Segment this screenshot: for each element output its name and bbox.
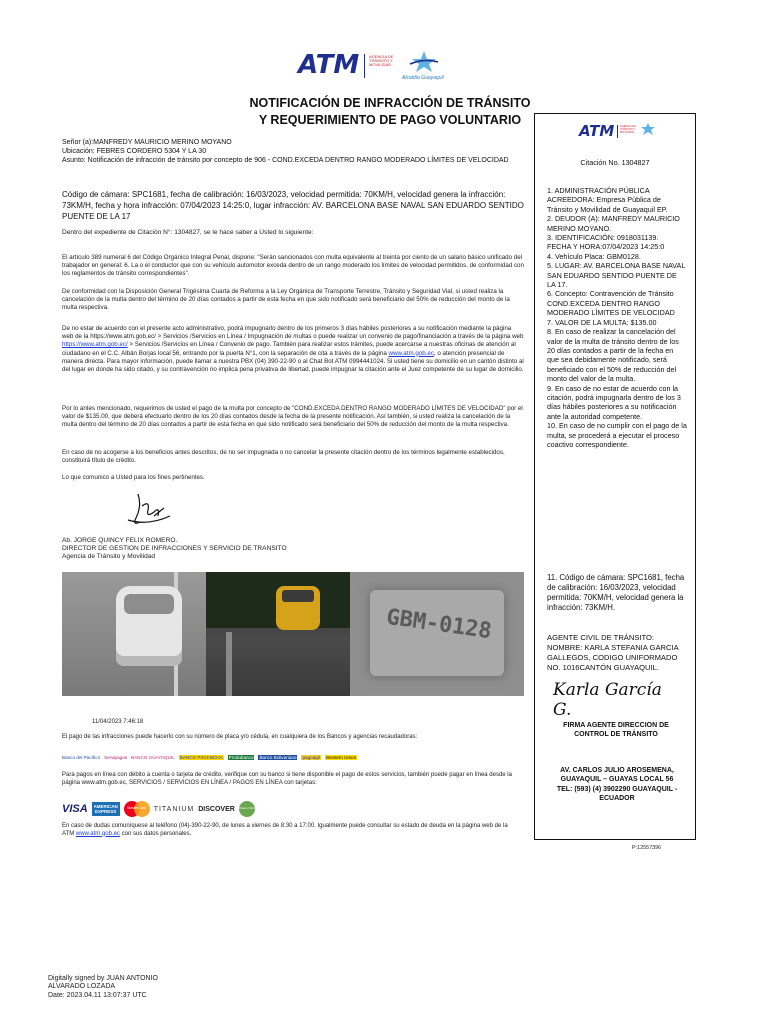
photo-car-yellow [206, 572, 350, 696]
discover-logo: DISCOVER [198, 805, 235, 813]
atm-website-link[interactable]: https://www.atm.gob.ec/ [62, 341, 128, 349]
sidebar-item-5: 5. LUGAR: AV. BARCELONA BASE NAVAL SAN EDUARDO SENTIDO PUENTE DE LA 17. [547, 261, 686, 290]
digital-signature-line-1: Digitally signed by JUAN ANTONIO [48, 975, 158, 982]
citation-line [62, 229, 524, 237]
bank-logo-produbanco: Produbanco [228, 754, 254, 760]
appeal-text-b: > Servicios /Servicios en Línea / Convenio de pago. También para realizar estos trámites, puede acercarse a nuestras oficinas de atención al ciudadano en el C.C. Albán Borjas local 56, entrando por la puerta N°1, con la separación de cita a través de la página [62, 341, 516, 357]
logo-sub-1: AGENCIA DE [369, 54, 394, 59]
photo-car-silver [62, 572, 206, 696]
diners-logo [239, 801, 255, 817]
logo-subtext [369, 55, 393, 67]
sidebar-logo-subtext [620, 125, 636, 134]
sidebar-item-6: 6. Concepto: Contravención de Tránsito COND.EXCEDA DENTRO RANGO MODERADO LÍMITES DE VELOCIDAD [547, 289, 675, 318]
sidebar-item-2: 2. DEUDOR (A): MANFREDY MAURICIO MERINO MOYANO. [547, 214, 680, 233]
paragraph-consequence: En caso de no acogerse a los beneficios antes descritos, de no ser impugnada o no cancelar la presente citación dentro de los términos legalmente establecidos, constituirá título de crédito. [62, 449, 505, 465]
paragraph-closing: Lo que comunico a Usted para los fines pertinentes. [62, 474, 205, 481]
mastercard-label: MasterCard [127, 806, 147, 810]
digital-signature [48, 975, 158, 1000]
atm-brand: ATM [298, 50, 360, 80]
sidebar-item-9: 9. En caso de no estar de acuerdo con la citación, podrá impugnarla dentro de los 3 días hábiles posteriores a su notificación ante la autoridad competente. [547, 383, 681, 421]
camera-details: Código de cámara: SPC1681, fecha de calibración: 16/03/2023, velocidad permitida: 70KM/H, velocidad genera la infracción: 73KM/H, fecha y hora infracción: 07/04/2023 14:25:0, lugar infracción: AV. BARCELONA BASE NAVAL SAN EDUARDO SENTIDO PUENTE DE LA 17 [62, 190, 524, 221]
sidebar-logo-divider [617, 125, 618, 138]
sidebar-firma: FIRMA AGENTE DIRECCION DE CONTROL DE TRÁNSITO [563, 722, 669, 739]
sidebar-item-3: 3. IDENTIFICACIÓN: 0918031139. [547, 233, 659, 243]
recipient-line: Señor (a):MANFREDY MAURICIO MERINO MOYANO [62, 139, 232, 146]
location-line: Ubicación: FEBRES CORDERO 5304 Y LA 30 [62, 148, 207, 155]
plate-number: GBM-0128 [384, 604, 494, 645]
sidebar-item-8: 8. En caso de realizar la cancelación del valor de la multa de tránsito dentro de los 20 días contados a partir de la fecha en que sea debidamente notificado, será beneficiado con el 50% de reducción del monto del valor de la multa. [547, 327, 679, 384]
bank-logo-pacifico: Banco del Pacífico [62, 754, 101, 760]
contact-text-a: En caso de dudas comuníquese al teléfono (04)-390-22-90, de lunes a viernes de 8:30 a 17:00. Igualmente puede consultar su estado de deuda en la página web de la ATM [62, 823, 508, 837]
contact-link[interactable]: www.atm.gob.ec [75, 830, 120, 837]
sidebar-logo-sub-2: TRÁNSITO Y [620, 128, 636, 131]
paragraph-payment-request: Por lo antes mencionado, requerimos de usted el pago de la multa por concepto de "COND.EXCEDA DENTRO RANGO MODERADO LÍMITES DE VELOCIDAD" por el valor de $135.00, que deberá efectuarlo dentro de los 20 días contados desde la fecha de la presente notificación. Así también, si usted realiza la cancelación de la multa dentro del término de 20 días contados a partir de esta fecha en que sido notificado será beneficiario del 50% de reducción del monto de la multa respectiva. [62, 405, 523, 429]
contact-text-b: con sus datos personales. [119, 830, 192, 837]
logo-city: Alcaldía Guayaquil [402, 75, 444, 81]
citation-rest: 1304827, se le hace saber a Usted lo siguiente: [172, 229, 314, 236]
photo-plate-closeup [350, 572, 524, 696]
sidebar-item-4: 4. Vehículo Placa: GBM0128. [547, 251, 641, 261]
subject-line: Asunto: Notificación de infracción de tránsito por concepto de 906 - COND.EXCEDA DENTRO RANGO MODERADO LÍMITES DE VELOCIDAD [62, 157, 509, 164]
contact-text [62, 823, 517, 838]
bank-logo-guayaquil: BANCO GUAYAQUIL [131, 754, 175, 760]
sidebar-logo [579, 122, 659, 142]
diners-label: Diners Club [238, 806, 255, 810]
sidebar-address: AV. CARLOS JULIO AROSEMENA, GUAYAQUIL – GUAYAS LOCAL 56 TEL: (593) (4) 3902290 GUAYAQUIL - ECUADOR [556, 767, 678, 803]
paragraph-reduction: De conformidad con la Disposición General Trigésima Cuarta de Reforma a la Ley Orgánica de Transporte Terrestre, Tránsito y Seguridad Vial, si usted realiza la cancelación de la multa dentro del término de 20 días contados a partir de esta fecha en que sido notificado será beneficiario del 50% de reducción del monto de la multa respectiva. [62, 288, 510, 312]
title-line-1: NOTIFICACIÓN DE INFRACCIÓN DE TRÁNSITO [249, 96, 531, 110]
paragraph-legal-basis: El artículo 389 numeral 6 del Código Orgánico Integral Penal, dispone: "Serán sancionados con multa equivalente al treinta por ciento de un salario básico unificado del trabajador en general: 6. La o el conductor que con su vehículo automotor exceda dentro de un rango moderado los límites de velocidad permitidos, de conformidad con los reglamentos de tránsito correspondientes". [62, 254, 524, 278]
titanium-logo: TITANIUM [153, 805, 195, 813]
sidebar-item-1: 1. ADMINISTRACIÓN PÚBLICA ACREEDORA: Empresa Pública de Tránsito y Movilidad de Guayaquil EP. [547, 186, 668, 214]
sidebar-citation-number: Citación No. 1304827 [580, 158, 650, 167]
citation-sidebar [534, 113, 696, 840]
sidebar-item-11: 11. Código de cámara: SPC1681, fecha de calibración: 16/03/2023, velocidad permitida: 70KM/H, velocidad genera la infracción: 73KM/H. [547, 573, 685, 612]
bank-logo-servipagos: Servipagos [104, 754, 128, 760]
page-title [240, 95, 540, 129]
card-logos [62, 797, 302, 821]
visa-logo: VISA [62, 803, 88, 815]
yellow-car-window [282, 590, 314, 602]
bank-logo-bolivariano: Banco Bolivariano [259, 754, 297, 760]
agent-signature: Karla García G. [553, 680, 662, 720]
appeal-text-a: De no estar de acuerdo con el presente acto administrativo, podrá impugnarlo dentro de los primeros 3 días hábiles posteriores a su notificación mediante la página web de la https://www.atm.gob.ec/ > Servicios /Servicios en Línea / Impugnación de multas o puede realizar un convenio de pago/financiación a través de la página web [62, 325, 524, 341]
banks-text: El pago de las infracciones puede hacerlo con su número de placa y/o cédula, en cualquiera de los Bancos y agencias recaudadoras: [62, 734, 418, 740]
digital-signature-line-2: ALVARADO LOZADA [48, 983, 116, 991]
notice-header [62, 138, 524, 165]
signer-name: Ab. JORGE QUINCY FELIX ROMERO. [62, 537, 178, 544]
sidebar-logo-sub-1: AGENCIA DE [620, 125, 636, 128]
sidebar-logo-sub-3: MOVILIDAD [620, 131, 635, 134]
director-signature [120, 486, 180, 532]
sidebar-item-7: 7. VALOR DE LA MULTA: $135.00 [547, 317, 657, 327]
title-line-2: Y REQUERIMIENTO DE PAGO VOLUNTARIO [258, 113, 522, 127]
atm-logo [298, 50, 458, 82]
photo-timestamp: 11/04/2023 7:46:18 [92, 719, 144, 725]
bank-logo-western-union: Western Union [325, 754, 357, 760]
signer-agency: Agencia de Tránsito y Movilidad [62, 553, 156, 560]
atm-website-link-2[interactable]: www.atm.gob.ec [388, 349, 434, 357]
document-id: P:12557396 [632, 845, 662, 851]
sidebar-item-datetime: FECHA Y HORA:07/04/2023 14:25:0 [547, 242, 665, 252]
paragraph-appeal [62, 325, 524, 374]
bank-logos [62, 750, 462, 764]
mastercard-logo [124, 801, 150, 817]
citation-label: Dentro del expediente de Citación N°: [62, 229, 173, 236]
digital-signature-date: Date: 2023.04.11 13:07:37 UTC [48, 991, 147, 999]
sidebar-star-icon [639, 122, 657, 136]
sidebar-agent: AGENTE CIVIL DE TRÁNSITO: NOMBRE: KARLA STEFANIA GARCIA GALLEGOS, CODIGO UNIFORMADO NO. 1016CANTÓN GUAYAQUIL. [547, 633, 679, 672]
signer-block [62, 537, 362, 561]
sidebar-item-10: 10. En caso de no cumplir con el pago de la multa, se procederá a ejecutar el proceso coactivo correspondiente. [547, 421, 687, 449]
lane-marks [226, 632, 232, 696]
amex-logo: AMERICAN EXPRESS [93, 804, 118, 814]
bank-logo-pagoagil: pagoágil [302, 754, 320, 760]
star-icon [408, 50, 440, 74]
bank-logo-pichincha: BANCO PICHINCHA [179, 754, 223, 760]
signer-role: DIRECTOR DE GESTION DE INFRACCIONES Y SERVICIO DE TRANSITO [62, 545, 287, 552]
appeal-text-c: , o atención presencial de manera directa. Para mayor información, puede llamar a nuestra PBX (04) 390-22-90 o al Chat Bot ATM 0994441024. Si usted tiene su domicilio en un cantón distinto al del lugar en donde ha sido citado, y su contravención no implica pena privativa de libertad, puede impugnar la citación ante el Juez competente de su lugar de domicilio. [62, 349, 524, 374]
online-payment-text: Para pagos en línea con débito a cuenta o tarjeta de crédito, verifique con su banco si tiene disponible el pago de estos servicios, también puede pagar en línea desde la página www.atm.gob.ec, SERVICIOS / SERVICIOS EN LÍNEA / PAGOS EN LÍNEA con tarjetas: [62, 772, 512, 786]
logo-divider [364, 54, 365, 78]
sidebar-atm-brand: ATM [579, 122, 615, 140]
silver-car-window [124, 594, 174, 614]
sidebar-items [547, 186, 687, 449]
logo-sub-3: MOVILIDAD [369, 62, 392, 67]
logo-sub-2: TRÁNSITO Y [369, 58, 393, 63]
